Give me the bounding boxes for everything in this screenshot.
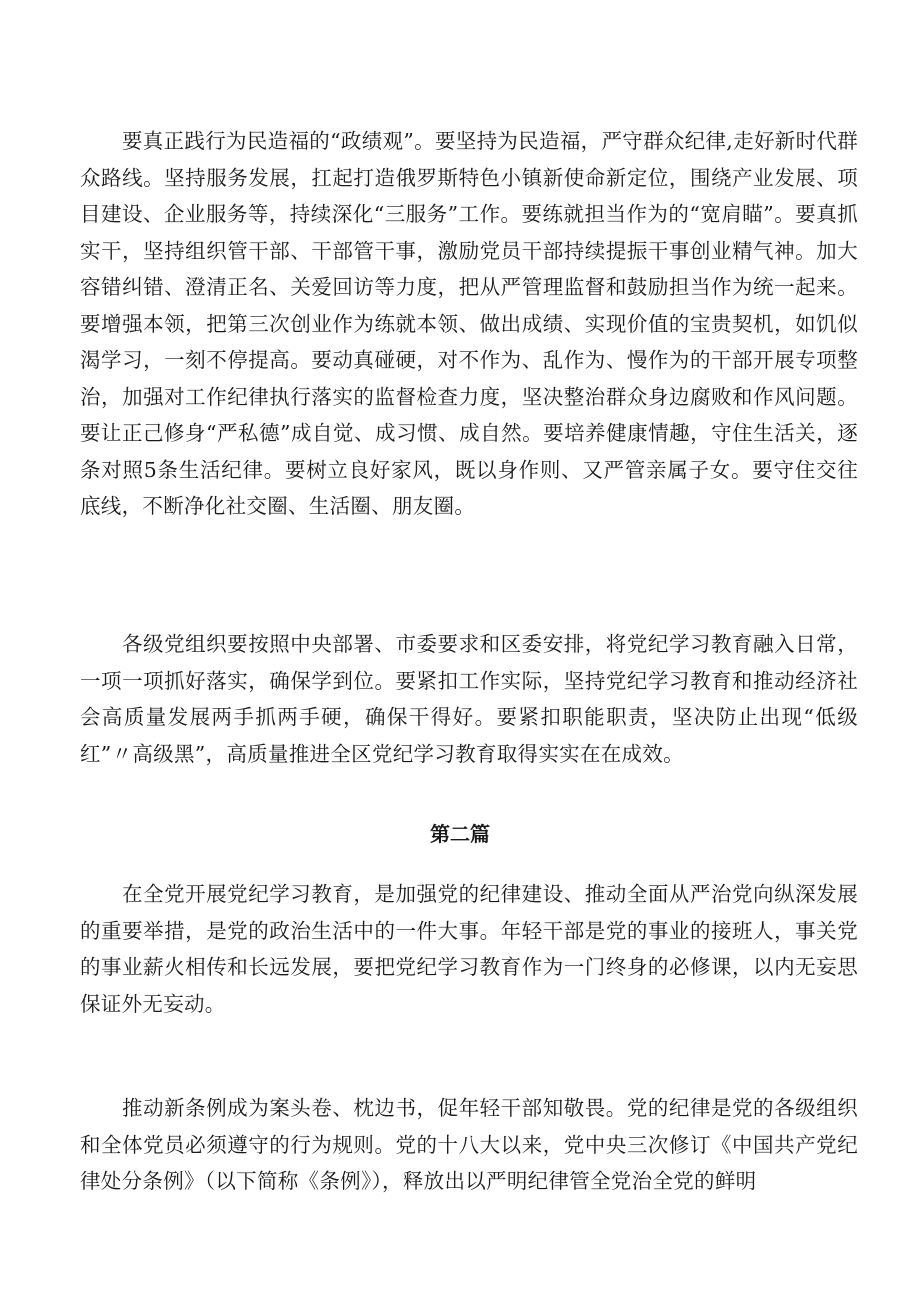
paragraph-4: 推动新条例成为案头卷、枕边书，促年轻干部知敬畏。党的纪律是党的各级组织和全体党员必须遵守的行为规则。党的十八大以来，党中央三次修订《中国共产党纪律处分条例》（以下简称《条例》），释放出以严明纪律管全党治全党的鲜明: [80, 1096, 858, 1193]
paragraph-2: 各级党组织要按照中央部署、市委要求和区委安排，将党纪学习教育融入日常，一项一项抓好落实，确保学到位。要紧扣工作实际，坚持党纪学习教育和推动经济社会高质量发展两手抓两手硬，确保干得好。要紧扣职能职责，坚决防止出现“低级红”〃高级黑”，高质量推进全区党纪学习教育取得实实在在成效。: [80, 632, 858, 766]
paragraph-3: 在全党开展党纪学习教育，是加强党的纪律建设、推动全面从严治党向纵深发展的重要举措，是党的政治生活中的一件大事。年轻干部是党的事业的接班人，事关党的事业薪火相传和长远发展，要把党纪学习教育作为一门终身的必修课，以内无妄思保证外无妄动。: [80, 882, 858, 1016]
section-heading: 第二篇: [430, 822, 490, 846]
paragraph-1: 要真正践行为民造福的“政绩观”。要坚持为民造福，严守群众纪律,走好新时代群众路线。坚持服务发展，扛起打造俄罗斯特色小镇新使命新定位，围绕产业发展、项目建设、企业服务等，持续深化“三服务”工作。要练就担当作为的“宽肩瞄”。要真抓实干，坚持组织管干部、干部管干事，激励党员干部持续提振干事创业精气神。加大容错纠错、澄清正名、关爱回访等力度，把从严管理监督和鼓励担当作为统一起来。要增强本领，把第三次创业作为练就本领、做出成绩、实现价值的宝贵契机，如饥似渴学习，一刻不停提高。要动真碰硬，对不作为、乱作为、慢作为的干部开展专项整治，加强对工作纪律执行落实的监督检查力度，坚决整治群众身边腐败和作风问题。要让正己修身“严私德”成自觉、成习惯、成自然。要培养健康情趣，守住生活关，逐条对照5条生活纪律。要树立良好家风，既以身作则、又严管亲属子女。要守住交往底线，不断净化社交圈、生活圈、朋友圈。: [80, 129, 858, 518]
